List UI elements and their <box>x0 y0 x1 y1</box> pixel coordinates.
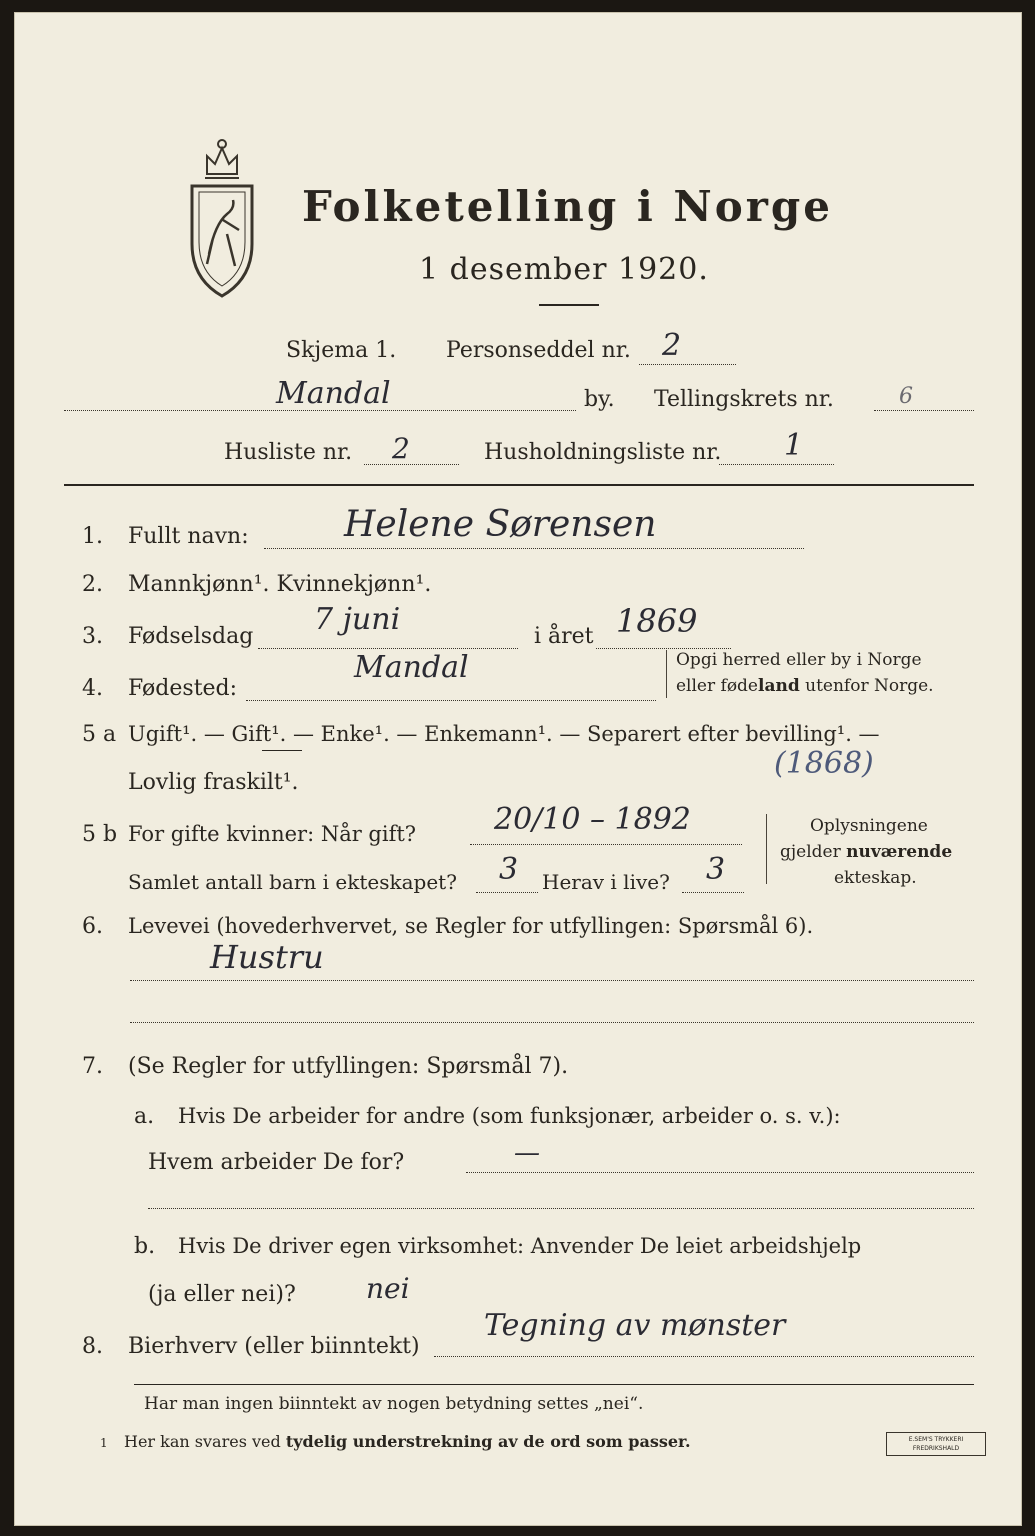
norwegian-coat-of-arms-icon <box>177 134 267 304</box>
q5a-options: Ugift¹. — Gift¹. — Enke¹. — Enkemann¹. — Separert efter bevilling¹. — <box>128 722 880 746</box>
q8-side-income[interactable]: Tegning av mønster <box>484 1308 786 1343</box>
personseddel-line <box>639 364 736 365</box>
q6-line1 <box>130 980 974 981</box>
q6-occupation[interactable]: Hustru <box>210 938 324 976</box>
q2-number: 2. <box>82 572 103 597</box>
header-separator <box>64 484 974 486</box>
q3-number: 3. <box>82 624 103 649</box>
q3-day-line <box>258 648 518 649</box>
q5b-note-text: gjelder <box>780 842 847 862</box>
q7-number: 7. <box>82 1054 103 1079</box>
by-value[interactable]: Mandal <box>276 376 391 411</box>
q8-number: 8. <box>82 1334 103 1359</box>
q1-full-name[interactable]: Helene Sørensen <box>344 504 657 545</box>
footnote-text-bold: tydelig understrekning av de ord som passer. <box>285 1432 691 1451</box>
q1-number: 1. <box>82 524 103 549</box>
q1-line <box>264 548 804 549</box>
printer-stamp <box>886 1432 986 1456</box>
q4-note-text-end: utenfor Norge. <box>799 676 934 696</box>
q7a-line1: Hvis De arbeider for andre (som funksjonær, arbeider o. s. v.): <box>178 1104 841 1128</box>
q5a-annotation[interactable]: (1868) <box>774 746 874 781</box>
personseddel-label: Personseddel nr. <box>446 338 631 363</box>
q3-birth-year[interactable]: 1869 <box>616 602 698 640</box>
q1-label: Fullt navn: <box>128 524 249 549</box>
q4-brace <box>666 650 669 698</box>
q5a-number: 5 a <box>82 722 117 747</box>
q5b-note-line2 <box>780 842 952 862</box>
tellingskrets-value[interactable]: 6 <box>899 384 913 409</box>
husliste-line <box>364 464 459 465</box>
tellingskrets-label: Tellingskrets nr. <box>654 387 834 412</box>
printer-line1: E.SEM'S TRYKKERI <box>908 1436 964 1443</box>
q6-number: 6. <box>82 914 103 939</box>
q5b-brace <box>766 814 769 884</box>
footer-note: Har man ingen biinntekt av nogen betydning settes „nei“. <box>144 1394 644 1414</box>
husholdning-line <box>719 464 834 465</box>
q6-line2 <box>130 1022 974 1023</box>
form-title: Folketelling i Norge <box>302 182 834 231</box>
q5b-note-bold: nuværende <box>846 842 953 862</box>
q5a-options-line2: Lovlig fraskilt¹. <box>128 770 299 795</box>
q4-note-line1: Opgi herred eller by i Norge <box>676 650 922 670</box>
q7a-employer[interactable]: — <box>514 1138 540 1168</box>
q4-number: 4. <box>82 676 103 701</box>
q7a-line-extra <box>148 1208 974 1209</box>
footnote-number: 1 <box>100 1436 108 1450</box>
q8-label: Bierhverv (eller biinntekt) <box>128 1334 420 1359</box>
census-form <box>14 12 1022 1526</box>
q5b-note-line3: ekteskap. <box>834 868 917 888</box>
husliste-label: Husliste nr. <box>224 440 353 465</box>
q5b-alive-count[interactable]: 3 <box>706 852 726 887</box>
q7a-letter: a. <box>134 1104 155 1129</box>
q6-label: Levevei (hovederhvervet, se Regler for utfyllingen: Spørsmål 6). <box>128 914 814 938</box>
q3-year-label: i året <box>534 624 594 649</box>
q5b-children-line <box>476 892 538 893</box>
footnote-text <box>124 1432 691 1451</box>
skjema-label: Skjema 1. <box>286 338 397 363</box>
q5b-alive-label: Herav i live? <box>542 870 670 894</box>
census-date: 1 desember 1920. <box>419 252 709 287</box>
footnote-text-plain: Her kan svares ved <box>124 1432 286 1451</box>
q7a-line2: Hvem arbeider De for? <box>148 1150 405 1175</box>
q4-label: Fødested: <box>128 676 238 701</box>
q7-label: (Se Regler for utfyllingen: Spørsmål 7). <box>128 1054 569 1079</box>
q7b-line2: (ja eller nei)? <box>148 1282 296 1307</box>
q5b-married-date[interactable]: 20/10 – 1892 <box>494 802 691 837</box>
q7b-line1: Hvis De driver egen virksomhet: Anvender De leiet arbeidshjelp <box>178 1234 862 1258</box>
q7a-line <box>466 1172 974 1173</box>
personseddel-value[interactable]: 2 <box>662 328 682 363</box>
q4-note-bold: land <box>758 676 800 696</box>
q5b-alive-line <box>682 892 744 893</box>
q5b-married-label: For gifte kvinner: Når gift? <box>128 822 417 846</box>
q3-label: Fødselsdag <box>128 624 254 649</box>
title-divider <box>539 304 599 306</box>
by-label: by. <box>584 387 615 412</box>
q8-line <box>434 1356 974 1357</box>
printer-line2: FREDRIKSHALD <box>912 1445 960 1452</box>
q7b-answer[interactable]: nei <box>366 1272 410 1305</box>
husliste-value[interactable]: 2 <box>392 432 410 465</box>
q4-note-text: eller føde <box>676 676 758 696</box>
q5b-number: 5 b <box>82 822 118 847</box>
q5b-married-line <box>470 844 742 845</box>
q5b-note-line1: Oplysningene <box>810 816 928 836</box>
q7b-letter: b. <box>134 1234 156 1259</box>
q4-note-line2 <box>676 676 934 696</box>
q5a-gift-underline <box>262 750 302 751</box>
q5b-children-label: Samlet antall barn i ekteskapet? <box>128 870 457 894</box>
footer-separator <box>134 1384 974 1385</box>
q5b-children-count[interactable]: 3 <box>499 852 519 887</box>
q3-year-line <box>596 648 731 649</box>
q4-line <box>246 700 656 701</box>
q2-label: Mannkjønn¹. Kvinnekjønn¹. <box>128 572 432 597</box>
tellingskrets-line <box>874 410 974 411</box>
q3-birth-day[interactable]: 7 juni <box>314 602 401 637</box>
husholdning-value[interactable]: 1 <box>784 428 804 463</box>
husholdning-label: Husholdningsliste nr. <box>484 440 722 465</box>
q4-birthplace[interactable]: Mandal <box>354 650 469 685</box>
